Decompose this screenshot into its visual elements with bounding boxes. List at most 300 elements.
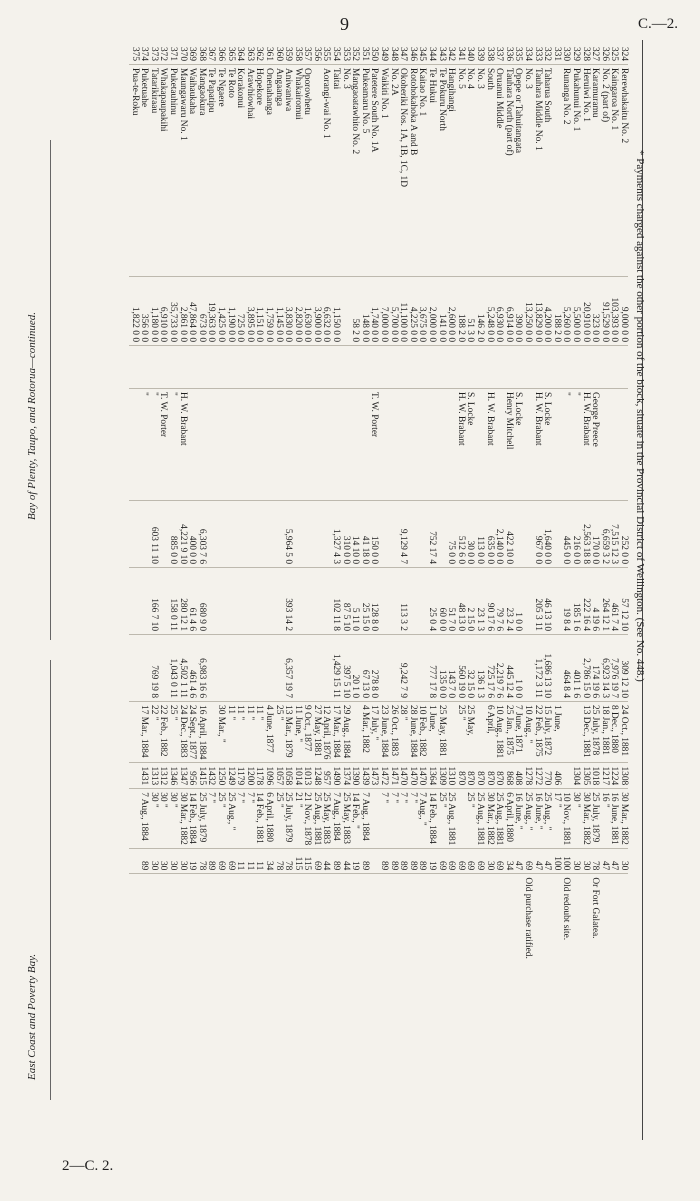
cell-name: Waikiti No. 1 (379, 65, 389, 277)
cell-m: 19 (427, 849, 437, 874)
cell-total: 464 8 4 (561, 635, 571, 702)
cell-area: 2,820 0 0 (292, 277, 302, 346)
cell-file: 1179 (235, 763, 245, 789)
cell-total: 1 0 0 (513, 635, 523, 702)
cell-date (570, 702, 580, 763)
cell-paid: 752 17 4 (427, 501, 437, 568)
cell-no: 353 (340, 46, 351, 61)
table-row (522, 40, 532, 1070)
cell-file: 1096 (263, 763, 273, 789)
cell-blank (273, 346, 283, 389)
cell-remark (225, 874, 235, 1071)
cell-remark (417, 874, 427, 1071)
cell-agent (273, 389, 283, 501)
cell-date: 17 July, " (369, 702, 379, 763)
cell-paid (206, 501, 216, 568)
cell-remark (187, 874, 197, 1071)
cell-prev (292, 568, 302, 635)
cell-remark (283, 874, 293, 1071)
cell-file: 1249 (225, 763, 235, 789)
cell-rcpt: 30 " (168, 789, 178, 849)
cell-name: Oruanui Middle (494, 65, 504, 277)
cell-rcpt: 14 Feb., 1884 (427, 789, 437, 849)
cell-name: Rotohokahoka A and B (407, 65, 417, 277)
cell-blank (254, 346, 264, 389)
cell-no: 372 (158, 46, 169, 61)
cell-blank (417, 346, 427, 389)
cell-no: 332 (542, 46, 553, 61)
cell-area: 7,000 0 0 (379, 277, 389, 346)
cell-paid (302, 501, 312, 568)
cell-m: 47 (532, 849, 542, 874)
cell-rcpt: 25 July, 1879 (196, 789, 206, 849)
cell-rcpt: 14 Feb., 1884 (187, 789, 197, 849)
cell-prev: 57 12 10 (618, 568, 628, 635)
cell-agent: T. W. Porter (369, 389, 379, 501)
cell-paid: 512 6 0 (455, 501, 465, 568)
cell-remark (129, 874, 139, 1071)
cell-paid (139, 501, 149, 568)
cell-no: 329 (570, 46, 581, 61)
cell-name: Korakonui (235, 65, 245, 277)
cell-name: Taharua South (542, 65, 552, 277)
cell-m: 89 (398, 849, 408, 874)
cell-total (321, 635, 331, 702)
cell-file: 1313 (148, 763, 158, 789)
table-row (177, 40, 187, 1070)
cell-prev (388, 568, 398, 635)
cell-date: 25 July, 1878 (590, 702, 600, 763)
cell-agent (379, 389, 389, 501)
cell-no: 335 (513, 46, 524, 61)
cell-m: 89 (417, 849, 427, 874)
cell-m: 89 (359, 849, 369, 874)
cell-rcpt: 21 Nov., 1878 (302, 789, 312, 849)
cell-file: 1304 (570, 763, 580, 789)
cell-remark (551, 874, 561, 1071)
cell-area: 188 2 0 (551, 277, 561, 346)
cell-file: 1364 (427, 763, 437, 789)
cell-file: 1058 (283, 763, 293, 789)
cell-name: Okoheriki Nos. 1A, 1B, 1C, 1D (398, 65, 408, 277)
table-row (427, 40, 437, 1070)
cell-no: 351 (359, 46, 370, 61)
cell-blank (570, 346, 580, 389)
cell-file: 1057 (273, 763, 283, 789)
cell-date: 25 " (273, 702, 283, 763)
cell-rcpt: 7 Aug., " (417, 789, 427, 849)
cell-date: 24 Sept., 1877 (187, 702, 197, 763)
cell-remark (484, 874, 494, 1071)
ledger-table (129, 40, 628, 1070)
cell-name: Te Pokuru North (436, 65, 446, 277)
cell-area: 725 0 0 (235, 277, 245, 346)
cell-total: 397 5 10 (340, 635, 350, 702)
cell-rcpt: 7 " (244, 789, 254, 849)
cell-remark (321, 874, 331, 1071)
cell-agent: " (570, 389, 580, 501)
cell-rcpt: 7 Aug., 1884 (139, 789, 149, 849)
cell-prev: 25 0 4 (427, 568, 437, 635)
cell-prev: 113 3 2 (398, 568, 408, 635)
table-row (436, 40, 446, 1070)
table-row (235, 40, 245, 1070)
cell-remark: Old redoubt site. (561, 874, 571, 1071)
cell-file: 956 (187, 763, 197, 789)
cell-area: 2,000 0 0 (427, 277, 437, 346)
cell-paid: 7,515 12 3 (609, 501, 619, 568)
cell-prev: 280 12 1 (177, 568, 187, 635)
cell-file: 1200 (244, 763, 254, 789)
cell-rcpt: 30 " (148, 789, 158, 849)
table-row (532, 40, 542, 1070)
cell-area: 20,910 0 0 (580, 277, 590, 346)
table-row (618, 40, 628, 1070)
district-label-bay-of-plenty: Bay of Plenty, Taupo, and Rotorua—continued. (26, 312, 38, 520)
cell-area: 13,829 0 0 (532, 277, 542, 346)
cell-blank (263, 346, 273, 389)
table-row (283, 40, 293, 1070)
cell-agent: Henry Mitchell (503, 389, 513, 501)
cell-paid: 150 0 0 (369, 501, 379, 568)
cell-area: 6,632 0 0 (321, 277, 331, 346)
cell-agent (225, 389, 235, 501)
cell-file: 1374 (340, 763, 350, 789)
cell-no: 340 (465, 46, 476, 61)
cell-blank (427, 346, 437, 389)
cell-agent (551, 389, 561, 501)
cell-total (292, 635, 302, 702)
cell-remark (148, 874, 158, 1071)
cell-name: Hangihangi (446, 65, 456, 277)
cell-no: 363 (244, 46, 255, 61)
cell-blank (244, 346, 254, 389)
cell-date: 25 " (455, 702, 465, 763)
cell-file (561, 763, 571, 789)
cell-rcpt: 16 June, 1881 (609, 789, 619, 849)
table-row (551, 40, 561, 1070)
cell-total: 143 7 0 (446, 635, 456, 702)
cell-remark (340, 874, 350, 1071)
cell-m: 30 (484, 849, 494, 874)
cell-agent (475, 389, 485, 501)
page-number: 9 (340, 14, 349, 34)
cell-date: 8 Dec., 1880 (609, 702, 619, 763)
cell-prev (551, 568, 561, 635)
cell-date: 11 " (235, 702, 245, 763)
cell-m: 78 (273, 849, 283, 874)
cell-blank (618, 346, 628, 389)
cell-agent: S. Locke (465, 389, 475, 501)
cell-m: 69 (522, 849, 532, 874)
table-row (407, 40, 417, 1070)
cell-blank (302, 346, 312, 389)
cell-no: 371 (168, 46, 178, 61)
cell-rcpt: 25 " (465, 789, 475, 849)
cell-name: Te Roto (225, 65, 235, 277)
cell-remark (196, 874, 206, 1071)
cell-rcpt: 16 June, " (513, 789, 523, 849)
cell-prev (225, 568, 235, 635)
cell-agent (215, 389, 225, 501)
cell-prev: 79 7 6 (494, 568, 504, 635)
cell-prev: 19 8 4 (561, 568, 571, 635)
cell-agent (427, 389, 437, 501)
cell-prev: 393 14 2 (283, 568, 293, 635)
cell-paid: 310 0 0 (340, 501, 350, 568)
cell-date: 10 Aug., 1881 (494, 702, 504, 763)
cell-date: 13 Dec., 1881 (580, 702, 590, 763)
cell-paid: 603 11 10 (148, 501, 158, 568)
cell-area: 1,759 0 0 (263, 277, 273, 346)
cell-remark (427, 874, 437, 1071)
cell-rcpt: 25 Aug., 1881 (494, 789, 504, 849)
cell-m: 19 (350, 849, 360, 874)
cell-blank (388, 346, 398, 389)
cell-remark (398, 874, 408, 1071)
cell-no: 360 (273, 46, 284, 61)
cell-paid (379, 501, 389, 568)
cell-total (417, 635, 427, 702)
cell-area: 1,740 0 0 (369, 277, 379, 346)
cell-date: 12 April, 1876 (321, 702, 331, 763)
cell-area: 13,250 0 0 (522, 277, 532, 346)
footer-code: 2—C. 2. (62, 1158, 114, 1174)
cell-date (446, 702, 456, 763)
cell-remark (292, 874, 302, 1071)
cell-name: No. 3 (475, 65, 485, 277)
cell-paid: 4,221 9 10 (177, 501, 187, 568)
cell-paid (244, 501, 254, 568)
cell-name: Tatarikiraau (148, 65, 158, 277)
cell-prev (139, 568, 149, 635)
cell-rcpt: 25 " (273, 789, 283, 849)
cell-rcpt: 25 Aug., 1881 (475, 789, 485, 849)
cell-name: No. 3 (522, 65, 532, 277)
cell-prev: 185 1 6 (570, 568, 580, 635)
cell-agent: H. W. Brabant (532, 389, 542, 501)
table-row (455, 40, 465, 1070)
cell-file: 1217 (599, 763, 609, 789)
cell-area: 390 0 0 (513, 277, 523, 346)
cell-no: 344 (427, 46, 438, 61)
cell-date: 24 Oct., 1881 (618, 702, 628, 763)
cell-no: 336 (503, 46, 514, 61)
cell-prev: 461 7 4 (609, 568, 619, 635)
cell-blank (168, 346, 178, 389)
page-code: C.—2. (637, 16, 678, 32)
cell-rcpt: 25 July, 1879 (590, 789, 600, 849)
cell-prev: 61 4 6 (187, 568, 197, 635)
cell-file: 406 (551, 763, 561, 789)
cell-area: 188 2 0 (455, 277, 465, 346)
cell-file: 1439 (359, 763, 369, 789)
cell-date: 11 June, " (292, 702, 302, 763)
cell-name: Taitai (331, 65, 341, 277)
cell-paid: 5,964 5 0 (283, 501, 293, 568)
cell-name: Te Ngaere (215, 65, 225, 277)
cell-paid (388, 501, 398, 568)
cell-file: 1473 (369, 763, 379, 789)
cell-no: 338 (484, 46, 495, 61)
cell-rcpt (369, 789, 379, 849)
table-row (196, 40, 206, 1070)
cell-no: 333 (532, 46, 543, 61)
cell-no: 354 (331, 46, 342, 61)
cell-remark (609, 874, 619, 1071)
cell-rcpt: 6 April, 1880 (503, 789, 513, 849)
cell-paid: 1,327 4 3 (331, 501, 341, 568)
cell-agent: T. W. Porter (158, 389, 168, 501)
cell-total: 6,923 14 3 (599, 635, 609, 702)
cell-total (379, 635, 389, 702)
cell-m: 47 (609, 849, 619, 874)
cell-prev: 128 8 0 (369, 568, 379, 635)
cell-paid: 1,640 0 0 (542, 501, 552, 568)
cell-rcpt: 6 April, 1880 (263, 789, 273, 849)
cell-agent (302, 389, 312, 501)
cell-name: Puketauhinu (168, 65, 178, 277)
cell-file: 1305 (580, 763, 590, 789)
cell-total (158, 635, 168, 702)
table-row (340, 40, 350, 1070)
cell-blank (542, 346, 552, 389)
cell-name: Onenahanga (263, 65, 273, 277)
cell-prev: 264 12 1 (599, 568, 609, 635)
cell-area: 141 0 0 (436, 277, 446, 346)
cell-m: 30 (158, 849, 168, 874)
cell-blank (446, 346, 456, 389)
cell-paid (436, 501, 446, 568)
cell-agent (235, 389, 245, 501)
cell-m: 78 (590, 849, 600, 874)
cell-date: 15 July, 1872 (542, 702, 552, 763)
cell-area: 1,822 0 0 (129, 277, 139, 346)
cell-m: 89 (206, 849, 216, 874)
cell-no: 331 (551, 46, 562, 61)
cell-remark (273, 874, 283, 1071)
cell-prev (321, 568, 331, 635)
cell-name: Mangaoatawhito No. 2 (350, 65, 360, 277)
table-row (465, 40, 475, 1070)
cell-paid (235, 501, 245, 568)
table-row (417, 40, 427, 1070)
cell-date: 18 Jan., 1881 (599, 702, 609, 763)
cell-file: 1470 (407, 763, 417, 789)
cell-m: 69 (494, 849, 504, 874)
cell-name: Pukahunui No. 1 (570, 65, 580, 277)
cell-remark (513, 874, 523, 1071)
cell-area: 51 3 0 (465, 277, 475, 346)
cell-no: 361 (263, 46, 274, 61)
cell-total: 136 1 3 (475, 635, 485, 702)
cell-paid (551, 501, 561, 568)
cell-m: 69 (225, 849, 235, 874)
cell-file: 1014 (292, 763, 302, 789)
cell-prev: 4 19 6 (590, 568, 600, 635)
cell-date: 27 May, 1881 (311, 702, 321, 763)
cell-file: 870 (465, 763, 475, 789)
cell-m (129, 849, 139, 874)
cell-agent: H. W. Brabant (177, 389, 187, 501)
cell-rcpt: 30 " (158, 789, 168, 849)
cell-no: 350 (369, 46, 380, 61)
cell-remark (379, 874, 389, 1071)
cell-m (369, 849, 379, 874)
cell-total (254, 635, 264, 702)
cell-no: 365 (225, 46, 236, 61)
cell-file: 957 (321, 763, 331, 789)
cell-agent (187, 389, 197, 501)
cell-agent (331, 389, 341, 501)
table-row (148, 40, 158, 1070)
cell-area: 1,190 0 0 (225, 277, 235, 346)
cell-file: 1470 (417, 763, 427, 789)
cell-remark (599, 874, 609, 1071)
cell-paid (254, 501, 264, 568)
cell-prev (206, 568, 216, 635)
cell-m: 69 (311, 849, 321, 874)
cell-no: 357 (302, 46, 313, 61)
cell-agent (263, 389, 273, 501)
cell-remark (311, 874, 321, 1071)
cell-area: 58 2 0 (350, 277, 360, 346)
cell-prev: 1 0 0 (513, 568, 523, 635)
cell-name: Tauhara Middle No. 1 (532, 65, 542, 277)
cell-paid: 2,563 18 8 (580, 501, 590, 568)
cell-agent (388, 389, 398, 501)
table-row (398, 40, 408, 1070)
cell-paid: 400 0 0 (187, 501, 197, 568)
cell-area: 356 0 0 (139, 277, 149, 346)
cell-agent (350, 389, 360, 501)
cell-m: 11 (235, 849, 245, 874)
cell-date (561, 702, 571, 763)
cell-m: 89 (407, 849, 417, 874)
cell-total: 560 19 0 (455, 635, 465, 702)
cell-prev: 205 3 11 (532, 568, 542, 635)
cell-agent (618, 389, 628, 501)
cell-name: Mangaokura (196, 65, 206, 277)
table-row (542, 40, 552, 1070)
cell-blank (187, 346, 197, 389)
cell-paid: 2,140 0 0 (494, 501, 504, 568)
cell-total: 67 13 0 (359, 635, 369, 702)
cell-file: 870 (455, 763, 465, 789)
cell-file: 1272 (532, 763, 542, 789)
cell-blank (177, 346, 187, 389)
cell-rcpt: 25 May, 1883 (340, 789, 350, 849)
cell-no: 345 (417, 46, 428, 61)
cell-paid (263, 501, 273, 568)
cell-no: 341 (455, 46, 466, 61)
cell-rcpt: 7 " (379, 789, 389, 849)
cell-area: 6,910 0 0 (158, 277, 168, 346)
cell-paid: 30 0 0 (465, 501, 475, 568)
cell-rcpt: 25 Aug., " (522, 789, 532, 849)
table-row (139, 40, 149, 1070)
cell-name: Pukeamaru No. 5 (359, 65, 369, 277)
cell-m: 44 (340, 849, 350, 874)
cell-blank (599, 346, 609, 389)
cell-m: 78 (283, 849, 293, 874)
cell-name: Pua-te-Roku (129, 65, 139, 277)
cell-file: 1390 (350, 763, 360, 789)
cell-rcpt: 7 Aug., 1884 (359, 789, 369, 849)
cell-prev (244, 568, 254, 635)
cell-total: 6,357 19 7 (283, 635, 293, 702)
cell-prev (311, 568, 321, 635)
